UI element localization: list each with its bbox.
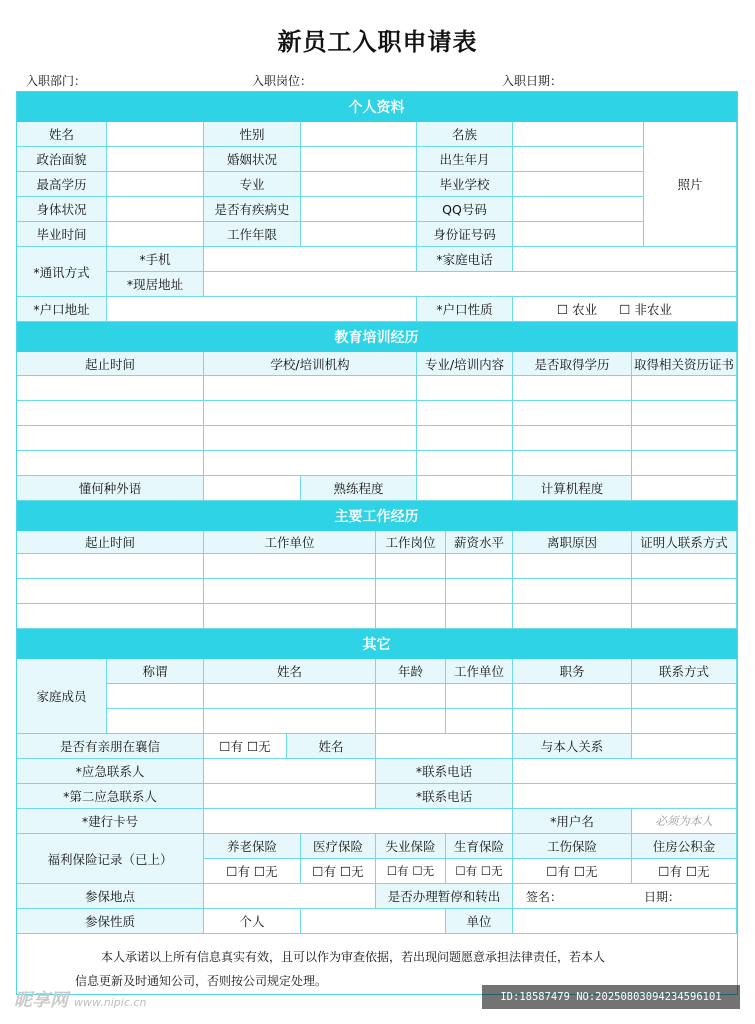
label-bank-card: *建行卡号 bbox=[17, 809, 204, 834]
edu-row-2-cell-3[interactable] bbox=[417, 401, 513, 426]
label-name: 姓名 bbox=[17, 122, 107, 147]
family-header-duty: 职务 bbox=[513, 659, 632, 684]
relatives-yes-no[interactable]: ☐有 ☐无 bbox=[204, 734, 287, 759]
label-welfare: 福利保险记录（已上） bbox=[17, 834, 204, 884]
family-row-1-cell-3[interactable] bbox=[376, 684, 446, 709]
edu-row-2-cell-4[interactable] bbox=[513, 401, 632, 426]
edu-row-1-cell-4[interactable] bbox=[513, 376, 632, 401]
edu-header-major: 专业/培训内容 bbox=[417, 352, 513, 376]
input-emergency-contact[interactable] bbox=[204, 759, 376, 784]
work-row-1-cell-5[interactable] bbox=[513, 554, 632, 579]
watermark-id: ID:18587479 NO:20250803094234596101 bbox=[482, 985, 740, 1009]
label-id-number: 身份证号码 bbox=[417, 222, 513, 247]
input-ins-place[interactable] bbox=[204, 884, 376, 909]
edu-row-3-cell-3[interactable] bbox=[417, 426, 513, 451]
family-row-2-cell-4[interactable] bbox=[446, 709, 513, 734]
family-header-age: 年龄 bbox=[376, 659, 446, 684]
section-work: 主要工作经历 bbox=[17, 501, 737, 531]
work-row-2-cell-2[interactable] bbox=[204, 579, 376, 604]
work-header-salary: 薪资水平 bbox=[446, 531, 513, 554]
work-row-3-cell-4[interactable] bbox=[446, 604, 513, 629]
label-qq: QQ号码 bbox=[417, 197, 513, 222]
injury-yes-no[interactable]: ☐有 ☐无 bbox=[513, 859, 632, 884]
edu-row-3-cell-5[interactable] bbox=[632, 426, 737, 451]
input-school[interactable] bbox=[513, 172, 644, 197]
watermark-logo bbox=[14, 986, 146, 1012]
section-education: 教育培训经历 bbox=[17, 322, 737, 352]
statement-line-2: 信息更新及时通知公司，否则按公司规定处理。 bbox=[75, 974, 328, 988]
input-emergency-phone[interactable] bbox=[513, 759, 737, 784]
label-ins-type: 参保性质 bbox=[17, 909, 204, 934]
input-ins-unit[interactable] bbox=[513, 909, 737, 934]
label-political: 政治面貌 bbox=[17, 147, 107, 172]
input-emergency-contact-2[interactable] bbox=[204, 784, 376, 809]
ins-maternity: 生育保险 bbox=[446, 834, 513, 859]
label-hukou-address: *户口地址 bbox=[17, 297, 107, 322]
label-gender: 性别 bbox=[204, 122, 301, 147]
section-other: 其它 bbox=[17, 629, 737, 659]
label-relative-name: 姓名 bbox=[287, 734, 376, 759]
edu-header-school: 学校/培训机构 bbox=[204, 352, 417, 376]
input-bank-card[interactable] bbox=[204, 809, 513, 834]
input-relation[interactable] bbox=[632, 734, 737, 759]
label-emergency-phone-2: *联系电话 bbox=[376, 784, 513, 809]
label-hukou-type: *户口性质 bbox=[417, 297, 513, 322]
work-row-1-cell-3[interactable] bbox=[376, 554, 446, 579]
family-row-2-cell-5[interactable] bbox=[513, 709, 632, 734]
family-row-1-cell-6[interactable] bbox=[632, 684, 737, 709]
input-health[interactable] bbox=[107, 197, 204, 222]
input-marital[interactable] bbox=[301, 147, 417, 172]
family-header-contact: 联系方式 bbox=[632, 659, 737, 684]
label-grad-time: 毕业时间 bbox=[17, 222, 107, 247]
label-ins-place: 参保地点 bbox=[17, 884, 204, 909]
family-row-2-cell-3[interactable] bbox=[376, 709, 446, 734]
label-ethnicity: 名族 bbox=[417, 122, 513, 147]
work-row-3-cell-3[interactable] bbox=[376, 604, 446, 629]
work-row-2-cell-4[interactable] bbox=[446, 579, 513, 604]
hukou-type-options bbox=[513, 297, 737, 322]
work-header-position: 工作岗位 bbox=[376, 531, 446, 554]
maternity-yes-no[interactable]: ☐有 ☐无 bbox=[446, 859, 513, 884]
watermark-text: 昵享网 bbox=[14, 990, 68, 1011]
label-relation: 与本人关系 bbox=[513, 734, 632, 759]
edu-row-4-cell-4[interactable] bbox=[513, 451, 632, 476]
form-title: 新员工入职申请表 bbox=[277, 28, 478, 56]
edu-row-4-cell-3[interactable] bbox=[417, 451, 513, 476]
work-row-2-cell-1[interactable] bbox=[17, 579, 204, 604]
input-education[interactable] bbox=[107, 172, 204, 197]
label-transfer: 是否办理暂停和转出 bbox=[376, 884, 513, 909]
edu-row-3-cell-2[interactable] bbox=[204, 426, 417, 451]
work-row-1-cell-2[interactable] bbox=[204, 554, 376, 579]
edu-row-1-cell-5[interactable] bbox=[632, 376, 737, 401]
family-header-name: 姓名 bbox=[204, 659, 376, 684]
work-header-reference: 证明人联系方式 bbox=[632, 531, 737, 554]
housing-yes-no[interactable]: ☐有 ☐无 bbox=[632, 859, 737, 884]
checkbox-non-agriculture[interactable]: ☐ 非农业 bbox=[619, 302, 672, 317]
label-emergency-phone: *联系电话 bbox=[376, 759, 513, 784]
signature-label: 签名： bbox=[526, 890, 563, 904]
family-row-2-cell-6[interactable] bbox=[632, 709, 737, 734]
edu-row-3-cell-1[interactable] bbox=[17, 426, 204, 451]
family-row-1-cell-5[interactable] bbox=[513, 684, 632, 709]
work-row-2-cell-5[interactable] bbox=[513, 579, 632, 604]
input-foreign-language[interactable] bbox=[204, 476, 301, 501]
input-ethnicity[interactable] bbox=[513, 122, 644, 147]
input-qq[interactable] bbox=[513, 197, 644, 222]
work-row-3-cell-6[interactable] bbox=[632, 604, 737, 629]
ins-type-unit: 单位 bbox=[446, 909, 513, 934]
sign-date-label: 日期： bbox=[644, 890, 681, 904]
edu-header-period: 起止时间 bbox=[17, 352, 204, 376]
watermark-url: www.nipic.cn bbox=[74, 996, 147, 1009]
work-row-2-cell-3[interactable] bbox=[376, 579, 446, 604]
input-political[interactable] bbox=[107, 147, 204, 172]
work-row-1-cell-4[interactable] bbox=[446, 554, 513, 579]
edu-header-cert: 取得相关资历证书 bbox=[632, 352, 737, 376]
label-computer: 计算机程度 bbox=[513, 476, 632, 501]
label-username: *用户名 bbox=[513, 809, 632, 834]
label-foreign-language: 懂何种外语 bbox=[17, 476, 204, 501]
work-row-2-cell-6[interactable] bbox=[632, 579, 737, 604]
family-row-2-cell-1[interactable] bbox=[107, 709, 204, 734]
input-id-number[interactable] bbox=[513, 222, 644, 247]
label-address: *现居地址 bbox=[107, 272, 204, 297]
label-relatives: 是否有亲朋在襄信 bbox=[17, 734, 204, 759]
input-username[interactable]: 必须为本人 bbox=[632, 809, 737, 834]
work-row-3-cell-5[interactable] bbox=[513, 604, 632, 629]
dept-label: 入职部门： bbox=[26, 74, 87, 88]
post-label: 入职岗位： bbox=[252, 74, 313, 88]
date-label: 入职日期： bbox=[502, 74, 563, 88]
work-row-3-cell-1[interactable] bbox=[17, 604, 204, 629]
label-emergency-contact: *应急联系人 bbox=[17, 759, 204, 784]
edu-row-1-cell-1[interactable] bbox=[17, 376, 204, 401]
ins-type-personal: 个人 bbox=[204, 909, 301, 934]
work-header-company: 工作单位 bbox=[204, 531, 376, 554]
input-proficiency[interactable] bbox=[417, 476, 513, 501]
ins-unemployment: 失业保险 bbox=[376, 834, 446, 859]
label-home-phone: *家庭电话 bbox=[417, 247, 513, 272]
family-row-1-cell-2[interactable] bbox=[204, 684, 376, 709]
family-header-title: 称谓 bbox=[107, 659, 204, 684]
work-header-period: 起止时间 bbox=[17, 531, 204, 554]
label-emergency-contact-2: *第二应急联系人 bbox=[17, 784, 204, 809]
input-birth[interactable] bbox=[513, 147, 644, 172]
input-grad-time[interactable] bbox=[107, 222, 204, 247]
input-home-phone[interactable] bbox=[513, 247, 737, 272]
input-emergency-phone-2[interactable] bbox=[513, 784, 737, 809]
work-row-1-cell-1[interactable] bbox=[17, 554, 204, 579]
label-school: 毕业学校 bbox=[417, 172, 513, 197]
family-row-1-cell-4[interactable] bbox=[446, 684, 513, 709]
input-work-years[interactable] bbox=[301, 222, 417, 247]
checkbox-agriculture[interactable]: ☐ 农业 bbox=[557, 302, 598, 317]
label-contact: *通讯方式 bbox=[17, 247, 107, 297]
input-mobile[interactable] bbox=[204, 247, 417, 272]
photo-box[interactable]: 照片 bbox=[644, 122, 737, 247]
pension-yes-no[interactable]: ☐有 ☐无 bbox=[204, 859, 301, 884]
edu-header-degree: 是否取得学历 bbox=[513, 352, 632, 376]
edu-row-1-cell-2[interactable] bbox=[204, 376, 417, 401]
family-row-1-cell-1[interactable] bbox=[107, 684, 204, 709]
ins-medical: 医疗保险 bbox=[301, 834, 376, 859]
edu-row-2-cell-2[interactable] bbox=[204, 401, 417, 426]
unemployment-yes-no[interactable]: ☐有 ☐无 bbox=[376, 859, 446, 884]
family-row-2-cell-2[interactable] bbox=[204, 709, 376, 734]
label-birth: 出生年月 bbox=[417, 147, 513, 172]
edu-row-3-cell-4[interactable] bbox=[513, 426, 632, 451]
label-work-years: 工作年限 bbox=[204, 222, 301, 247]
work-header-reason: 离职原因 bbox=[513, 531, 632, 554]
label-mobile: *手机 bbox=[107, 247, 204, 272]
input-address[interactable] bbox=[204, 272, 737, 297]
section-personal: 个人资料 bbox=[17, 92, 737, 122]
label-major: 专业 bbox=[204, 172, 301, 197]
edu-row-2-cell-1[interactable] bbox=[17, 401, 204, 426]
edu-row-2-cell-5[interactable] bbox=[632, 401, 737, 426]
input-name[interactable] bbox=[107, 122, 204, 147]
label-family: 家庭成员 bbox=[17, 659, 107, 734]
medical-yes-no[interactable]: ☐有 ☐无 bbox=[301, 859, 376, 884]
input-gender[interactable] bbox=[301, 122, 417, 147]
statement-line-1: 本人承诺以上所有信息真实有效，且可以作为审查依据，若出现问题愿意承担法律责任，若本人 bbox=[101, 950, 606, 964]
edu-row-4-cell-2[interactable] bbox=[204, 451, 417, 476]
label-disease: 是否有疾病史 bbox=[204, 197, 301, 222]
work-row-3-cell-2[interactable] bbox=[204, 604, 376, 629]
label-health: 身体状况 bbox=[17, 197, 107, 222]
edu-row-4-cell-5[interactable] bbox=[632, 451, 737, 476]
ins-housing-fund: 住房公积金 bbox=[632, 834, 737, 859]
family-header-company: 工作单位 bbox=[446, 659, 513, 684]
label-marital: 婚姻状况 bbox=[204, 147, 301, 172]
edu-row-4-cell-1[interactable] bbox=[17, 451, 204, 476]
input-ins-personal[interactable] bbox=[301, 909, 446, 934]
input-hukou-address[interactable] bbox=[107, 297, 417, 322]
edu-row-1-cell-3[interactable] bbox=[417, 376, 513, 401]
ins-injury: 工伤保险 bbox=[513, 834, 632, 859]
input-relative-name[interactable] bbox=[376, 734, 513, 759]
ins-pension: 养老保险 bbox=[204, 834, 301, 859]
work-row-1-cell-6[interactable] bbox=[632, 554, 737, 579]
input-disease[interactable] bbox=[301, 197, 417, 222]
input-computer[interactable] bbox=[632, 476, 737, 501]
label-proficiency: 熟练程度 bbox=[301, 476, 417, 501]
input-major[interactable] bbox=[301, 172, 417, 197]
form-sheet bbox=[16, 91, 738, 995]
label-education: 最高学历 bbox=[17, 172, 107, 197]
